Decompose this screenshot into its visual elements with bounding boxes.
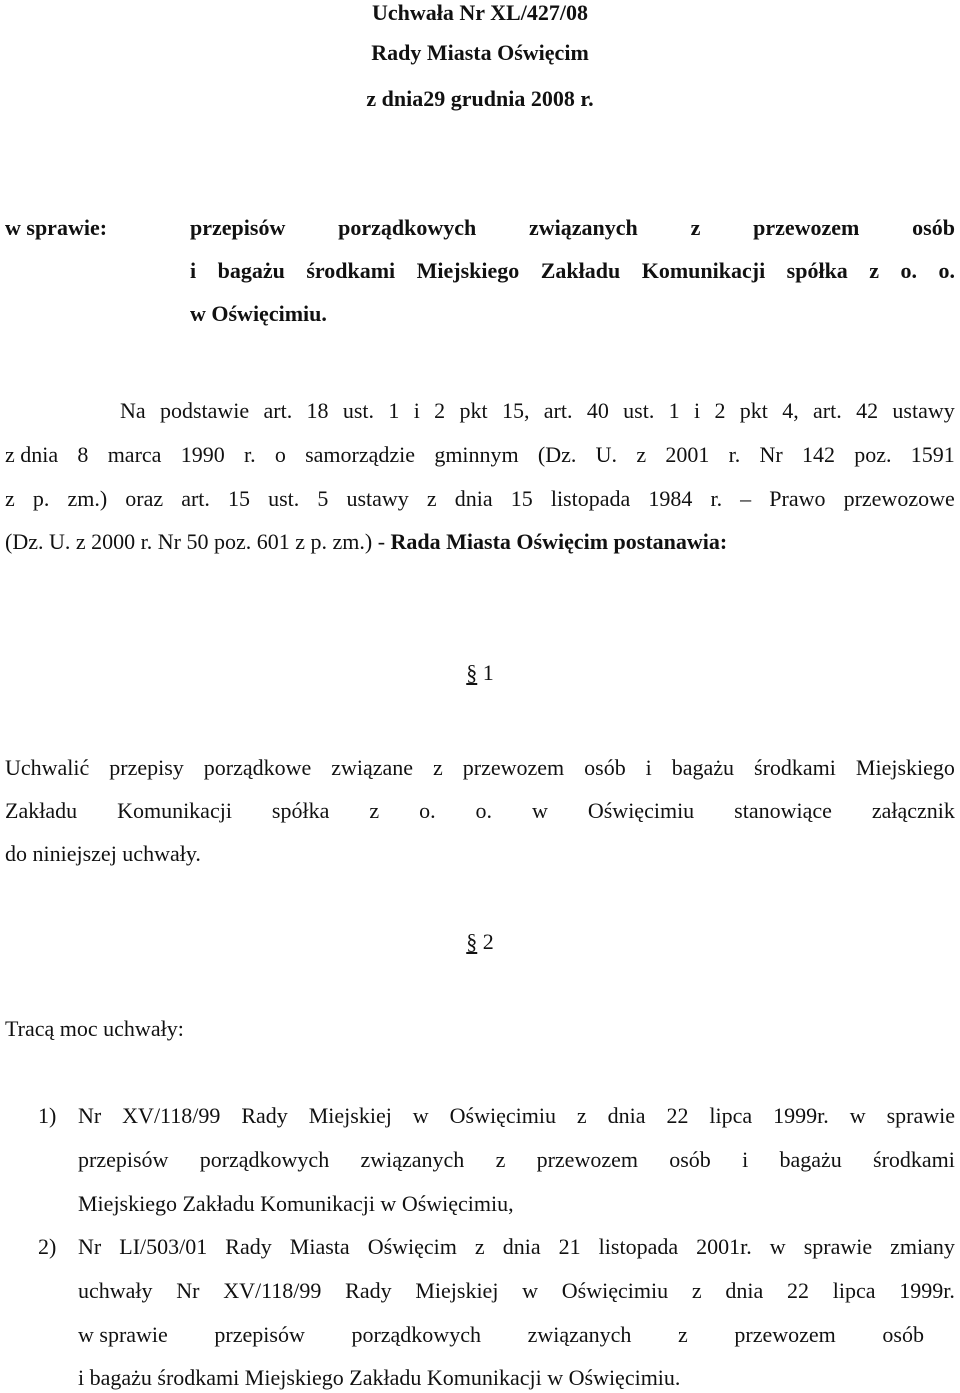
word: w: [769, 1234, 786, 1259]
word: dnia: [502, 1234, 541, 1259]
word: 1999r.: [773, 1103, 829, 1128]
word: środkami: [306, 258, 396, 283]
word: o.: [900, 258, 918, 283]
word: gminnym: [434, 442, 519, 467]
section-1-heading: [0, 660, 960, 686]
word: listopada: [550, 486, 631, 511]
word: 2001: [665, 442, 710, 467]
word: r.: [710, 486, 723, 511]
section-mark: §: [466, 660, 478, 685]
word: zmiany: [890, 1234, 955, 1259]
word: Miasta: [289, 1234, 350, 1259]
word: z: [678, 1322, 688, 1347]
word: związane: [331, 755, 414, 780]
word: U.: [595, 442, 618, 467]
word: 1984: [648, 486, 693, 511]
word: i: [742, 1147, 749, 1172]
word: przewozem: [753, 215, 860, 240]
subject-line-1: [190, 215, 955, 241]
word: ust.: [623, 398, 655, 423]
word: Oświęcim: [367, 1234, 457, 1259]
section-number: 1: [482, 660, 494, 685]
word: związanych: [527, 1322, 632, 1347]
word: w: [522, 1278, 539, 1303]
list-item-number: 2): [38, 1234, 57, 1259]
word: Komunikacji: [641, 258, 766, 283]
word: Nr: [176, 1278, 200, 1303]
section-1-line-3: do niniejszej uchwały.: [5, 841, 201, 866]
word: lipca: [832, 1278, 876, 1303]
word: załącznik: [871, 798, 955, 823]
word: XV/118/99: [223, 1278, 322, 1303]
word: bagażu: [217, 258, 285, 283]
word: Oświęcimiu: [449, 1103, 556, 1128]
word: Na: [120, 398, 146, 423]
word: z: [369, 798, 380, 823]
word: Oświęcimiu: [561, 1278, 669, 1303]
word: z: [5, 486, 15, 511]
section-number: 2: [482, 929, 494, 954]
word: ustawy: [346, 486, 409, 511]
word: art.: [543, 398, 573, 423]
word: przepisów: [190, 215, 286, 240]
word: oraz: [125, 486, 164, 511]
word: z: [691, 1278, 702, 1303]
word: Uchwalić: [5, 755, 90, 780]
word: r.: [243, 442, 256, 467]
subject-line-3: w Oświęcimiu.: [190, 301, 327, 326]
word: w: [532, 798, 548, 823]
section-1-line-1: [5, 755, 955, 781]
word: z: [495, 1147, 506, 1172]
word: z dnia: [5, 442, 59, 467]
word: lipca: [709, 1103, 753, 1128]
word: w: [412, 1103, 429, 1128]
word: związanych: [529, 215, 638, 240]
list-item-number: 1): [38, 1103, 57, 1128]
word: ust.: [268, 486, 300, 511]
word: 1999r.: [899, 1278, 955, 1303]
preamble-line-4-text: (Dz. U. z 2000 r. Nr 50 poz. 601 z p. zm.) -: [5, 529, 391, 554]
word: z: [869, 258, 880, 283]
word: p.: [32, 486, 50, 511]
word: w: [849, 1103, 866, 1128]
subject-line-2: [190, 258, 955, 284]
word: art.: [813, 398, 842, 423]
section-mark: §: [466, 929, 478, 954]
word: Rady: [345, 1278, 392, 1303]
word: 22: [666, 1103, 689, 1128]
word: –: [740, 486, 752, 511]
word: 21: [558, 1234, 581, 1259]
preamble-enacting-clause: Rada Miasta Oświęcim postanawia:: [390, 529, 728, 554]
word: podstawie: [159, 398, 250, 423]
word: Zakładu: [540, 258, 621, 283]
word: dnia: [607, 1103, 646, 1128]
word: dnia: [454, 486, 493, 511]
word: Nr: [78, 1103, 102, 1128]
word: i: [413, 398, 420, 423]
subject-prefix: w sprawie:: [5, 215, 108, 240]
word: 40: [586, 398, 609, 423]
word: osób: [912, 215, 955, 240]
word: i: [190, 258, 197, 283]
word: 18: [306, 398, 329, 423]
word: art.: [181, 486, 210, 511]
word: 42: [856, 398, 879, 423]
word: środkami: [754, 755, 836, 780]
resolution-date: z dnia29 grudnia 2008 r.: [366, 86, 594, 111]
preamble-line-3: [5, 486, 955, 512]
word: przewozowe: [843, 486, 955, 511]
word: 1591: [910, 442, 955, 467]
word: o: [274, 442, 286, 467]
word: Zakładu: [5, 798, 78, 823]
preamble-line-4: [5, 529, 727, 555]
word: Miejskiej: [415, 1278, 499, 1303]
word: 1: [668, 398, 680, 423]
word: o.: [938, 258, 955, 283]
word: art.: [263, 398, 293, 423]
word: spółka: [271, 798, 330, 823]
word: z: [474, 1234, 485, 1259]
word: LI/503/01: [119, 1234, 208, 1259]
word: porządkowych: [338, 215, 477, 240]
item-2-line-4: i bagażu środkami Miejskiego Zakładu Komunikacji w Oświęcimiu.: [78, 1365, 681, 1390]
word: przepisów: [214, 1322, 305, 1347]
word: 15: [228, 486, 250, 511]
section-2-intro: Tracą moc uchwały:: [5, 1016, 184, 1041]
item-1-line-3: Miejskiego Zakładu Komunikacji w Oświęcimiu,: [78, 1191, 514, 1216]
word: ust.: [342, 398, 375, 423]
word: 142: [802, 442, 835, 467]
word: spółka: [786, 258, 848, 283]
word: porządkowych: [351, 1322, 481, 1347]
word: sprawie: [886, 1103, 955, 1128]
word: r.: [728, 442, 741, 467]
word: XV/118/99: [122, 1103, 221, 1128]
word: przepisy: [109, 755, 184, 780]
word: 22: [786, 1278, 809, 1303]
resolution-number: Uchwała Nr XL/427/08: [372, 0, 588, 25]
preamble-line-2: [5, 442, 955, 468]
word: i: [693, 398, 701, 423]
word: z: [433, 755, 443, 780]
item-2-line-2: [78, 1278, 955, 1304]
word: o.: [419, 798, 436, 823]
word: 1: [388, 398, 400, 423]
word: 1990: [180, 442, 225, 467]
word: (Dz.: [537, 442, 577, 467]
word: Miejskiego: [855, 755, 955, 780]
word: Nr: [759, 442, 783, 467]
word: uchwały: [78, 1278, 153, 1303]
word: pkt: [739, 398, 768, 423]
word: 8: [77, 442, 89, 467]
word: Komunikacji: [117, 798, 232, 823]
word: z: [426, 486, 437, 511]
word: przewozem: [734, 1322, 836, 1347]
word: bagażu: [671, 755, 735, 780]
word: dnia: [725, 1278, 764, 1303]
word: Oświęcimiu: [587, 798, 695, 823]
word: z: [690, 215, 701, 240]
word: Rady: [241, 1103, 288, 1128]
word: bagażu: [779, 1147, 842, 1172]
word: Nr: [78, 1234, 102, 1259]
word: o.: [475, 798, 493, 823]
word: związanych: [360, 1147, 465, 1172]
section-2-heading: [0, 929, 960, 955]
word: przepisów: [78, 1147, 169, 1172]
word: poz.: [854, 442, 892, 467]
word: z: [576, 1103, 587, 1128]
word: zm.): [67, 486, 108, 511]
word: osób: [882, 1322, 924, 1347]
council-name: Rady Miasta Oświęcim: [371, 40, 589, 65]
word: 15,: [501, 398, 530, 423]
word: 4,: [782, 398, 799, 423]
word: Miejskiego: [416, 258, 520, 283]
word: w sprawie: [78, 1322, 168, 1347]
word: Prawo: [769, 486, 826, 511]
word: przewozem: [462, 755, 565, 780]
word: 5: [317, 486, 329, 511]
item-2-line-1: [78, 1234, 955, 1260]
word: 2: [434, 398, 446, 423]
word: Rady: [225, 1234, 272, 1259]
item-2-line-3: [78, 1322, 924, 1348]
word: ustawy: [892, 398, 955, 423]
word: 2: [714, 398, 726, 423]
word: 15: [510, 486, 533, 511]
word: z: [636, 442, 647, 467]
word: osób: [584, 755, 626, 780]
item-1-line-1: [78, 1103, 955, 1129]
word: środkami: [873, 1147, 955, 1172]
word: porządkowe: [203, 755, 312, 780]
word: samorządzie: [305, 442, 416, 467]
word: Miejskiej: [308, 1103, 392, 1128]
word: pkt: [459, 398, 488, 423]
item-1-line-2: [78, 1147, 955, 1173]
word: i: [645, 755, 652, 780]
word: 2001r.: [696, 1234, 752, 1259]
section-1-line-2: [5, 798, 955, 824]
preamble-line-1: [120, 398, 955, 424]
word: osób: [669, 1147, 711, 1172]
word: marca: [107, 442, 162, 467]
word: stanowiące: [734, 798, 832, 823]
word: sprawie: [803, 1234, 873, 1259]
word: listopada: [598, 1234, 679, 1259]
word: porządkowych: [199, 1147, 330, 1172]
word: przewozem: [536, 1147, 638, 1172]
